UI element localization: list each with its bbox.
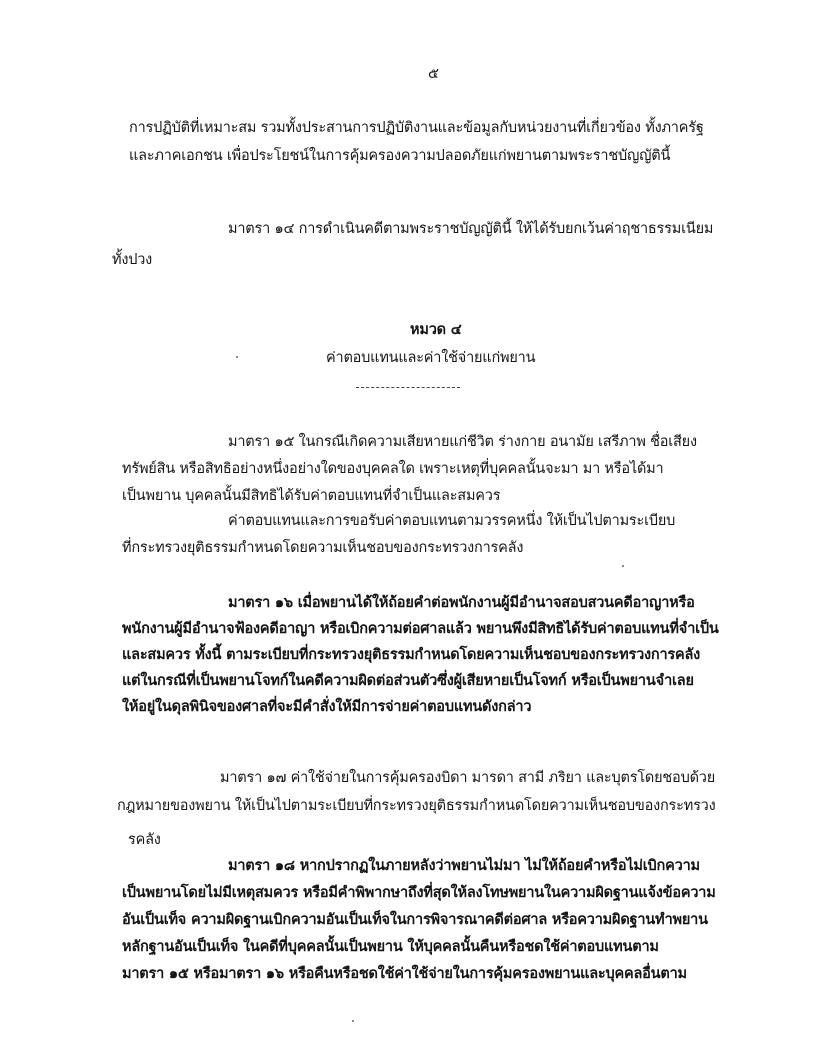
scan-speck (236, 356, 238, 358)
section-16-line-5: ให้อยู่ในดุลพินิจของศาลที่จะมีคำสั่งให้มีการจ่ายค่าตอบแทนดังกล่าว (122, 699, 532, 715)
section-15-line-3: เป็นพยาน บุคคลนั้นมีสิทธิได้รับค่าตอบแทนที่จำเป็นและสมควร (122, 488, 501, 504)
section-18-line-3: อันเป็นเท็จ ความผิดฐานเบิกความอันเป็นเท็จในการพิจารณาคดีต่อศาล หรือความผิดฐานทำพยาน (122, 912, 708, 928)
section-15-line-1: มาตรา ๑๕ ในกรณีเกิดความเสียหายแก่ชีวิต ร่างกาย อนามัย เสรีภาพ ชื่อเสียง (228, 434, 697, 450)
scan-speck (352, 1020, 354, 1022)
scan-speck (622, 565, 624, 567)
section-16-line-4: แต่ในกรณีที่เป็นพยานโจทก์ในคดีความผิดต่อส่วนตัวซึ่งผู้เสียหายเป็นโจทก์ หรือเป็นพยานจำเลย (122, 673, 694, 689)
page-number: ๕ (428, 66, 439, 82)
section-18-line-4: หลักฐานอันเป็นเท็จ ในคดีที่บุคคลนั้นเป็นพยาน ให้บุคคลนั้นคืนหรือชดใช้ค่าตอบแทนตาม (122, 939, 659, 955)
section-18-line-5: มาตรา ๑๕ หรือมาตรา ๑๖ หรือคืนหรือชดใช้ค่าใช้จ่ายในการคุ้มครองพยานและบุคคลอื่นตาม (122, 966, 687, 982)
section-15-line-4: ค่าตอบแทนและการขอรับค่าตอบแทนตามวรรคหนึ่ง ให้เป็นไปตามระเบียบ (228, 513, 676, 529)
section-16-line-3: และสมควร ทั้งนี้ ตามระเบียบที่กระทรวงยุติธรรมกำหนดโดยความเห็นชอบของกระทรวงการคลัง (122, 647, 701, 663)
section-16-line-1: มาตรา ๑๖ เมื่อพยานได้ให้ถ้อยคำต่อพนักงานผู้มีอำนาจสอบสวนคดีอาญาหรือ (228, 595, 695, 611)
section-18-line-2: เป็นพยานโดยไม่มีเหตุสมควร หรือมีคำพิพากษาถึงที่สุดให้ลงโทษพยานในความผิดฐานแจ้งข้อความ (122, 885, 716, 901)
section-17-line-2: กฎหมายของพยาน ให้เป็นไปตามระเบียบที่กระทรวงยุติธรรมกำหนดโดยความเห็นชอบของกระทรวง (117, 798, 716, 814)
chapter-divider (356, 387, 460, 388)
section-17-line-3: รคลัง (128, 832, 161, 848)
section-15-line-2: ทรัพย์สิน หรือสิทธิอย่างหนึ่งอย่างใดของบุคคลใด เพราะเหตุที่บุคคลนั้นจะมา มา หรือได้มา (122, 461, 664, 477)
continuation-line-1: การปฏิบัติที่เหมาะสม รวมทั้งประสานการปฏิบัติงานและข้อมูลกับหน่วยงานที่เกี่ยวข้อง ทั้งภาครัฐ (129, 120, 704, 136)
section-14-line-2: ทั้งปวง (112, 252, 153, 268)
section-18-line-1: มาตรา ๑๘ หากปรากฏในภายหลังว่าพยานไม่มา ไม่ให้ถ้อยคำหรือไม่เบิกความ (228, 858, 700, 874)
chapter-title: ค่าตอบแทนและค่าใช้จ่ายแก่พยาน (326, 350, 536, 366)
continuation-line-2: และภาคเอกชน เพื่อประโยชน์ในการคุ้มครองความปลอดภัยแก่พยานตามพระราชบัญญัตินี้ (129, 148, 671, 164)
chapter-number: หมวด ๔ (410, 322, 462, 338)
section-15-line-5: ที่กระทรวงยุติธรรมกำหนดโดยความเห็นชอบของกระทรวงการคลัง (122, 540, 524, 556)
section-14-line-1: มาตรา ๑๔ การดำเนินคดีตามพระราชบัญญัตินี้ ให้ได้รับยกเว้นค่าฤชาธรรมเนียม (228, 221, 714, 237)
section-17-line-1: มาตรา ๑๗ ค่าใช้จ่ายในการคุ้มครองบิดา มารดา สามี ภริยา และบุตรโดยชอบด้วย (220, 770, 716, 786)
section-16-line-2: พนักงานผู้มีอำนาจฟ้องคดีอาญา หรือเบิกความต่อศาลแล้ว พยานพึงมีสิทธิได้รับค่าตอบแทนที่จำเป็น (122, 621, 719, 637)
